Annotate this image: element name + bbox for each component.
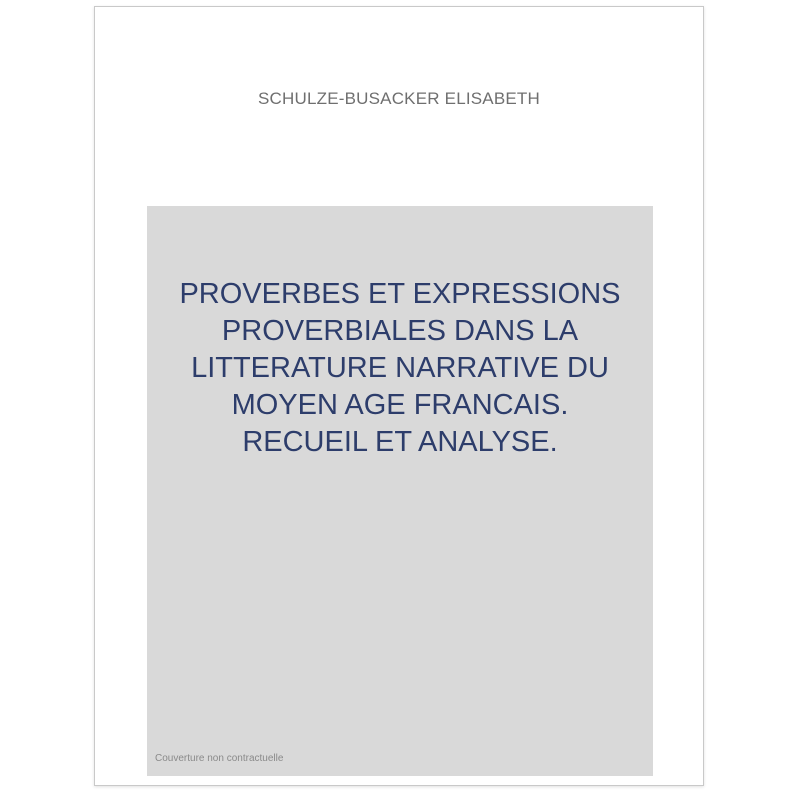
book-title: PROVERBES ET EXPRESSIONS PROVERBIALES DANS LA LITTERATURE NARRATIVE DU MOYEN AGE FRANCAIS. RECUEIL ET ANALYSE. [179,278,621,458]
book-cover [94,6,704,786]
title-panel [147,206,653,776]
cover-notice: Couverture non contractuelle [155,753,284,764]
book-author: SCHULZE-BUSACKER ELISABETH [258,89,540,108]
